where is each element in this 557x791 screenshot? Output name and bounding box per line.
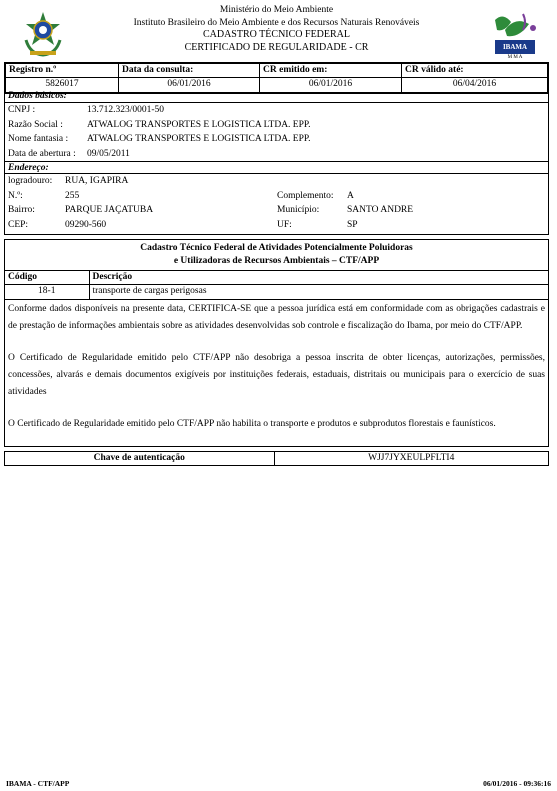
bairro-row: [5, 203, 548, 218]
fantasia-value: ATWALOG TRANSPORTES E LOGISTICA LTDA. EPP.: [87, 134, 311, 144]
ibama-logo-text: IBAMA: [502, 43, 528, 51]
abertura-value: 09/05/2011: [87, 148, 130, 159]
cep-value: 09290-560: [65, 219, 107, 230]
ctf-section: [4, 239, 549, 447]
cep-row: [5, 218, 548, 233]
numero-label: N.º:: [8, 190, 23, 201]
ctf-title-line1: Cadastro Técnico Federal de Atividades Potencialmente Poluidoras: [140, 243, 413, 253]
abertura-row: [5, 147, 548, 162]
logradouro-label: logradouro:: [8, 176, 53, 186]
certificate-title: CERTIFICADO DE REGULARIDADE - CR: [184, 41, 369, 53]
cr-valido-value: 06/04/2016: [402, 78, 548, 92]
cnpj-label: CNPJ :: [8, 105, 36, 115]
table-row: [5, 285, 548, 299]
complemento-label: Complemento:: [277, 190, 334, 201]
cnpj-value: 13.712.323/0001-50: [87, 105, 165, 115]
ministry-line: Ministério do Meio Ambiente: [219, 5, 334, 15]
transport-paragraph: O Certificado de Regularidade emitido pelo CTF/APP não habilita o transporte e produtos e subprodutos florestais e faunísticos.: [8, 418, 496, 429]
cnpj-row: [5, 103, 548, 118]
ibama-logo-sub: M M A: [507, 55, 523, 60]
cep-label: CEP:: [8, 219, 29, 230]
document-header: [4, 4, 549, 62]
institute-line: Instituto Brasileiro do Meio Ambiente e dos Recursos Naturais Renováveis: [133, 17, 420, 28]
activity-description: transporte de cargas perigosas: [89, 285, 548, 299]
cr-valido-header: CR válido até:: [402, 64, 548, 78]
razao-value: ATWALOG TRANSPORTES E LOGISTICA LTDA. EPP.: [87, 119, 311, 130]
fantasia-row: [5, 132, 548, 147]
details-section: [4, 90, 549, 235]
bairro-value: PARQUE JAÇATUBA: [65, 205, 154, 215]
data-consulta-value: 06/01/2016: [119, 78, 260, 92]
auth-table: [4, 451, 549, 466]
registro-header: Registro n.º: [6, 64, 119, 78]
ctf-title: [5, 240, 548, 270]
uf-value: SP: [347, 219, 358, 230]
footer-left: IBAMA - CTF/APP: [6, 779, 70, 788]
address-title: Endereço:: [5, 161, 548, 174]
logradouro-row: [5, 174, 548, 189]
complemento-value: A: [347, 190, 354, 201]
auth-key-value: WJJ7JYXEULPFLTI4: [274, 452, 548, 465]
conformity-paragraph: Conforme dados disponíveis na presente data, CERTIFICA-SE que a pessoa jurídica está em conformidade com as obrigações cadastrais e de prestação de informações ambientais sobre as atividades desenvolvidas sob controle e fiscalização do Ibama, por meio do CTF/APP.: [8, 303, 545, 331]
auth-key-label: Chave de autenticação: [5, 452, 274, 465]
razao-label: Razão Social :: [8, 119, 63, 130]
footer-timestamp: 06/01/2016 - 09:36:16: [483, 779, 551, 788]
activity-table: [5, 270, 548, 300]
summary-table: [4, 62, 549, 94]
logradouro-value: RUA, IGAPIRA: [65, 176, 129, 186]
activity-code: 18-1: [5, 285, 89, 299]
description-header: Descrição: [89, 271, 548, 285]
municipio-value: SANTO ANDRE: [347, 205, 414, 215]
numero-value: 255: [65, 190, 80, 201]
cr-emitido-header: CR emitido em:: [260, 64, 402, 78]
bairro-label: Bairro:: [8, 205, 35, 215]
municipio-label: Município:: [277, 205, 320, 215]
abertura-label: Data de abertura :: [8, 148, 76, 159]
numero-row: [5, 189, 548, 204]
cr-emitido-value: 06/01/2016: [260, 78, 402, 92]
fantasia-label: Nome fantasia :: [8, 134, 69, 144]
registro-value: 5826017: [6, 78, 119, 92]
obligations-paragraph: O Certificado de Regularidade emitido pelo CTF/APP não desobriga a pessoa inscrita de obter licenças, autorizações, permissões, concessões, alvarás e demais documentos exigíveis por instituições federais, estaduais, distritais ou municipais para o exercício de suas atividades: [8, 352, 545, 397]
cadastro-title: CADASTRO TÉCNICO FEDERAL: [202, 29, 351, 40]
ibama-logo: [489, 10, 543, 62]
data-consulta-header: Data da consulta:: [119, 64, 260, 78]
basic-data-title: Dados básicos:: [5, 90, 548, 103]
ctf-title-line2: e Utilizadoras de Recursos Ambientais – CTF/APP: [173, 256, 380, 266]
code-header: Código: [5, 271, 89, 285]
uf-label: UF:: [277, 219, 292, 230]
razao-row: [5, 118, 548, 133]
